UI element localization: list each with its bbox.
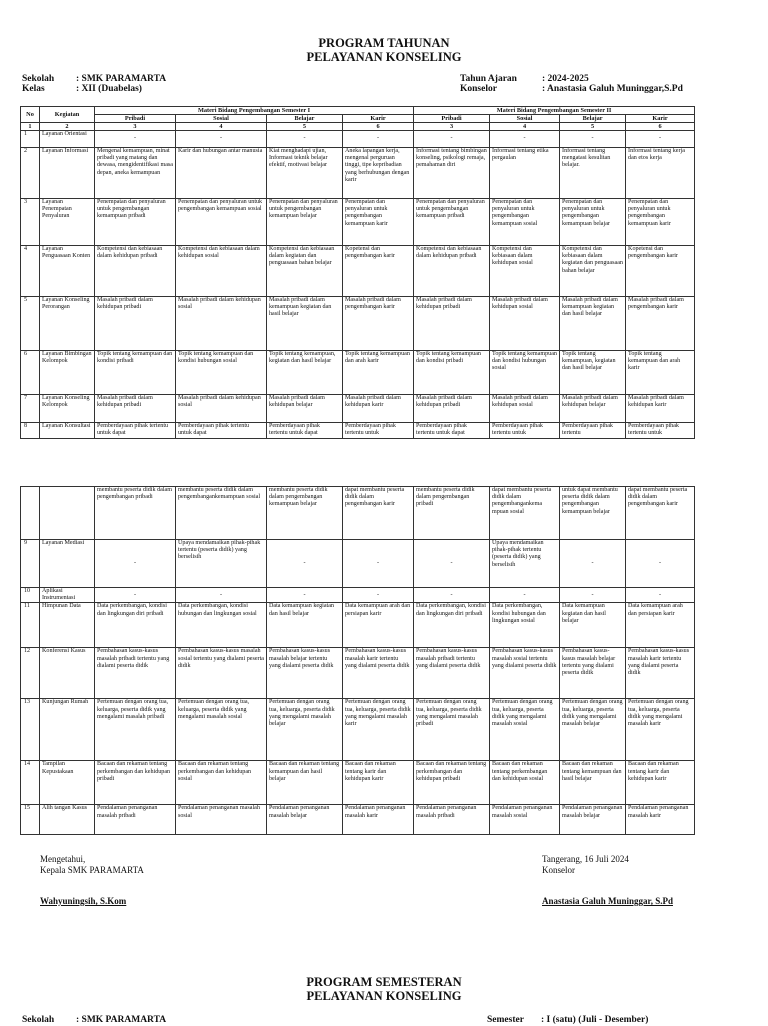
meta-value: : SMK PARAMARTA [76, 1015, 167, 1025]
cell-pribadi: Kompetensi dan kebiasaan dalam kehidupan pribadi [414, 246, 490, 297]
meta-label: Sekolah [22, 74, 55, 84]
cell-pribadi: Data perkembangan, kondisi dan lingkungan diri pribadi [414, 603, 490, 648]
cell-belajar: Kompetensi dan kebiasaan dalam kegiatan dan penguasaan bahan belajar [267, 246, 343, 297]
cell-karir: Topik tentang kemampuan dan arah karir [626, 351, 695, 395]
kegiatan-cell: Layanan Orientasi [40, 131, 95, 148]
row-number: 7 [21, 395, 40, 423]
row-number: 1 [21, 131, 40, 148]
doc-title: PROGRAM TAHUNAN [318, 36, 450, 50]
cell-sosial: Pendalaman penanganan masalah sosial [490, 805, 560, 835]
row-number: 13 [21, 699, 40, 761]
cell-karir: - [626, 588, 695, 603]
cell-karir: Pemberdayaan pihak tertentu untuk [343, 423, 414, 439]
kegiatan-cell: Himpunan Data [40, 603, 95, 648]
cell-belajar: Pembahasan kasus-kasus masalah belajar tertentu yang dialami peserta didik [267, 648, 343, 699]
column-number-row [21, 123, 695, 131]
doc2-title: PROGRAM SEMESTERAN [306, 975, 462, 989]
table-row [21, 761, 695, 805]
cell-belajar: Bacaan dan rekaman tentang kemampuan dan hasil belajar [267, 761, 343, 805]
signature-left-name [40, 896, 126, 907]
cell-pribadi: Masalah pribadi dalam kehidupan pribadi [414, 395, 490, 423]
cell-pribadi: Topik tentang kemampuan dan kondisi pribadi [414, 351, 490, 395]
cell-karir: Informasi tentang kerja dan etos kerja [626, 148, 695, 199]
cell-pribadi: Pembahasan kasus-kasus masalah pribadi tertentu yang dialami peserta didik [414, 648, 490, 699]
kegiatan-cell: Layanan Konseling Kelompok [40, 395, 95, 423]
table-row [21, 603, 695, 648]
meta-value: : SMK PARAMARTA [76, 74, 167, 84]
cell-sosial: Pembahasan kasus-kasus masalah sosial tertentu yang dialami peserta didik [176, 648, 267, 699]
meta-value: : XII (Duabelas) [76, 84, 142, 94]
cell-belajar: Informasi tentang mengatasi kesulitan belajar. [560, 148, 626, 199]
signature-right-line1: Tangerang, 16 Juli 2024 [542, 854, 629, 864]
cell-belajar: Data kemampuan kegiatan dan hasil belajar [267, 603, 343, 648]
row-number: 5 [21, 297, 40, 351]
cell-pribadi: Data perkembangan, kondisi dan lingkungan diri pribadi [95, 603, 176, 648]
counselor-name: Anastasia Galuh Muninggar, S.Pd [542, 896, 673, 906]
table-row [21, 648, 695, 699]
table-row [21, 199, 695, 246]
kegiatan-cell: Layanan Mediasi [40, 540, 95, 588]
kegiatan-cell: Konferensi Kasus [40, 648, 95, 699]
cell-sosial: Pertemuan dengan orang tua, keluarga, peserta didik yang mengalami masalah sosial [490, 699, 560, 761]
kegiatan-cell: Alih tangan Kasus [40, 805, 95, 835]
cell-pribadi: Pertemuan dengan orang tua, keluarga, peserta didik yang mengalami masalah pribadi [95, 699, 176, 761]
signature-left-line1: Mengetahui, [40, 854, 86, 864]
cell-belajar: - [267, 131, 343, 148]
cell-pribadi: Penempatan dan penyaluran untuk pengembangan kemampuan pribadi [95, 199, 176, 246]
meta-label: Sekolah [22, 1015, 55, 1025]
signature-right-line2: Konselor [542, 865, 575, 875]
cell-karir: Penempatan dan penyaluran untuk pengembangan kemampuan karir [343, 199, 414, 246]
kegiatan-cell: Layanan Konseling Perorangan [40, 297, 95, 351]
cell-belajar: Topik tentang kemampuan, kegiatan dan hasil belajar [560, 351, 626, 395]
cell-sosial: Masalah pribadi dalam kehidupan sosial [490, 297, 560, 351]
column-number: 3 [95, 123, 176, 131]
cell-karir: - [343, 131, 414, 148]
column-number: 1 [21, 123, 40, 131]
cell-sosial: Penempatan dan penyaluran untuk pengembangan kemampuan sosial [490, 199, 560, 246]
table-row [21, 297, 695, 351]
row-number: 6 [21, 351, 40, 395]
cell-karir: Kopetensi dan pengembangan karir [626, 246, 695, 297]
cell-karir: Aneka lapangan kerja, mengenal perguruan tinggi, tipe kepribadian yang berhubungan dengan karir [343, 148, 414, 199]
table-row [21, 148, 695, 199]
cell-belajar: Topik tentang kemampuan, kegiatan dan hasil belajar [267, 351, 343, 395]
cell-sosial: Penempatan dan penyaluran untuk pengembangan kemampuan sosial [176, 199, 267, 246]
row-number: 12 [21, 648, 40, 699]
table-row [21, 588, 695, 603]
cell-pribadi: Pembahasan kasus-kasus masalah pribadi tertentu yang dialami peserta didik [95, 648, 176, 699]
cell-karir: - [343, 588, 414, 603]
cell-karir: - [626, 131, 695, 148]
kegiatan-cell: Layanan Informasi [40, 148, 95, 199]
cell-belajar: Pendalaman penanganan masalah belajar [267, 805, 343, 835]
row-number: 15 [21, 805, 40, 835]
cell-karir: Pembahasan kasus-kasus masalah karir tertentu yang dialami peserta didik [343, 648, 414, 699]
cell-sosial: dapat membantu peserta didik dalam pengembangankema mpuan sosial [490, 487, 560, 540]
doc2-meta-sekolah [22, 1015, 166, 1026]
cell-sosial: membantu peserta didik dalam pengembangankemampuan sosial [176, 487, 267, 540]
cell-belajar: Masalah pribadi dalam kehidupan belajar [267, 395, 343, 423]
signature-left [40, 854, 144, 876]
row-number: 11 [21, 603, 40, 648]
header-pribadi: Pribadi [95, 115, 176, 123]
cell-karir: Pertemuan dengan orang tua, keluarga, peserta didik yang mengalami masalah karir [626, 699, 695, 761]
cell-sosial: Masalah pribadi dalam kehidupan sosial [176, 297, 267, 351]
program-table-1 [20, 106, 695, 439]
meta-konselor [460, 84, 683, 95]
cell-sosial: Pendalaman penanganan masalah sosial [176, 805, 267, 835]
cell-sosial: Bacaan dan rekaman tentang perkembangan dan kehidupan sosial [176, 761, 267, 805]
table-row [21, 246, 695, 297]
row-number: 3 [21, 199, 40, 246]
cell-sosial: - [176, 588, 267, 603]
cell-pribadi: Masalah pribadi dalam kehidupan pribadi [95, 395, 176, 423]
table-row [21, 487, 695, 540]
header-sosial: Sosial [176, 115, 267, 123]
cell-karir: Pendalaman penanganan masalah karir [626, 805, 695, 835]
cell-belajar: Pendalaman penanganan masalah belajar [560, 805, 626, 835]
meta-label: Konselor [460, 84, 497, 94]
meta-kelas [22, 84, 142, 95]
cell-karir: Pendalaman penanganan masalah karir [343, 805, 414, 835]
cell-sosial: Kompetensi dan kebiasaan dalam kehidupan sosial [176, 246, 267, 297]
kegiatan-cell: Layanan Konsultasi [40, 423, 95, 439]
header-sosial: Sosial [490, 115, 560, 123]
cell-belajar: Pertemuan dengan orang tua, keluarga, peserta didik yang mengalami masalah belajar [560, 699, 626, 761]
cell-karir: Pertemuan dengan orang tua, keluarga, peserta didik yang mengalami masalah karir [343, 699, 414, 761]
table-row [21, 540, 695, 588]
cell-karir: Masalah pribadi dalam kehidupan karir [626, 395, 695, 423]
row-number: 2 [21, 148, 40, 199]
cell-belajar: Kompetensi dan kebiasaan dalam kegiatan dan penguasaan bahan belajar [560, 246, 626, 297]
row-number: 4 [21, 246, 40, 297]
header-belajar: Belajar [267, 115, 343, 123]
cell-karir: Kopetensi dan pengembangan karir [343, 246, 414, 297]
doc2-meta-semester [487, 1015, 648, 1026]
kegiatan-cell: Kunjungan Rumah [40, 699, 95, 761]
cell-sosial: - [176, 131, 267, 148]
cell-belajar: - [267, 588, 343, 603]
cell-sosial: Bacaan dan rekaman tentang perkembangan dan kehidupan sosial [490, 761, 560, 805]
cell-sosial: Pemberdayaan pihak tertentu untuk dapat [176, 423, 267, 439]
cell-sosial: Pembahasan kasus-kasus masalah sosial tertentu yang dialami peserta didik [490, 648, 560, 699]
cell-pribadi: Bacaan dan rekaman tentang perkembangan dan kehidupan pribadi [95, 761, 176, 805]
meta-label: Kelas [22, 84, 45, 94]
header-no: No [21, 107, 40, 123]
cell-sosial: Topik tentang kemampuan dan kondisi hubungan sosial [176, 351, 267, 395]
header-karir: Karir [343, 115, 414, 123]
cell-pribadi: - [414, 588, 490, 603]
cell-pribadi: Masalah pribadi dalam kehidupan pribadi [414, 297, 490, 351]
cell-karir: Penempatan dan penyaluran untuk pengembangan kemampuan karir [626, 199, 695, 246]
header-belajar: Belajar [560, 115, 626, 123]
cell-karir: Masalah pribadi dalam pengembangan karir [626, 297, 695, 351]
kegiatan-cell: Layanan Penguasaan Konten [40, 246, 95, 297]
column-number: 2 [40, 123, 95, 131]
header-kegiatan: Kegiatan [40, 107, 95, 123]
kegiatan-cell: Layanan Bimbingan Kelompok [40, 351, 95, 395]
cell-karir: Masalah pribadi dalam pengembangan karir [343, 297, 414, 351]
meta-label: Tahun Ajaran [460, 74, 517, 84]
cell-karir: Masalah pribadi dalam kehidupan karir [343, 395, 414, 423]
header-pribadi: Pribadi [414, 115, 490, 123]
cell-belajar: Penempatan dan penyaluran untuk pengembangan kemampuan belajar [560, 199, 626, 246]
cell-belajar: Masalah pribadi dalam kemampuan kegiatan dan hasil belajar [267, 297, 343, 351]
cell-belajar: Masalah pribadi dalam kehidupan belajar [560, 395, 626, 423]
row-number: 8 [21, 423, 40, 439]
cell-belajar: untuk dapat membantu peserta didik dalam pengembangan kemampuan belajar [560, 487, 626, 540]
meta-value: : Anastasia Galuh Muninggar,S.Pd [542, 84, 683, 94]
cell-sosial: Upaya mendamaikan pihak-pihak tertentu (peserta didik) yang berselisih [490, 540, 560, 588]
cell-belajar: - [267, 540, 343, 588]
cell-belajar: Data kemampuan kegiatan dan hasil belajar [560, 603, 626, 648]
cell-belajar: Pemberdayaan pihak tertentu [560, 423, 626, 439]
cell-sosial: Data perkembangan, kondisi hubungan dan lingkungan sosial [490, 603, 560, 648]
row-number: 9 [21, 540, 40, 588]
cell-belajar: - [560, 588, 626, 603]
kegiatan-cell: Layanan Penempatan Penyaluran [40, 199, 95, 246]
column-number: 5 [267, 123, 343, 131]
table-row [21, 423, 695, 439]
column-number: 4 [176, 123, 267, 131]
cell-sosial: - [490, 131, 560, 148]
cell-belajar: Pertemuan dengan orang tua, keluarga, peserta didik yang mengalami masalah belajar [267, 699, 343, 761]
program-table-2 [20, 486, 695, 835]
cell-pribadi: - [414, 540, 490, 588]
cell-pribadi: - [95, 540, 176, 588]
header-karir: Karir [626, 115, 695, 123]
signature-left-line2: Kepala SMK PARAMARTA [40, 865, 144, 875]
cell-sosial: Masalah pribadi dalam kehidupan sosial [176, 395, 267, 423]
cell-karir: - [626, 540, 695, 588]
row-number: 14 [21, 761, 40, 805]
table-row [21, 395, 695, 423]
header-semester-2: Materi Bidang Pengembangan Semester II [414, 107, 695, 115]
column-number: 6 [626, 123, 695, 131]
cell-karir: Data kemampuan arah dan persiapan karir [343, 603, 414, 648]
cell-pribadi: Masalah pribadi dalam kehidupan pribadi [95, 297, 176, 351]
cell-pribadi: Mengenal kemampuan, minat pribadi yang matang dan dewasa, mengidentifikasi masa depan, aneka kemampuan [95, 148, 176, 199]
cell-pribadi: Bacaan dan rekaman tentang perkembangan dan kehidupan pribadi [414, 761, 490, 805]
header-semester-1: Materi Bidang Pengembangan Semester I [95, 107, 414, 115]
cell-pribadi: Pemberdayaan pihak tertentu untuk dapat [414, 423, 490, 439]
table-row [21, 699, 695, 761]
doc2-subtitle: PELAYANAN KONSELING [306, 989, 462, 1003]
cell-belajar: Pembahasan kasus-kasus masalah belajar tertentu yang dialami peserta didik [560, 648, 626, 699]
cell-pribadi: Kompetensi dan kebiasaan dalam kehidupan pribadi [95, 246, 176, 297]
cell-sosial: Data perkembangan, kondisi hubungan dan lingkungan sosial [176, 603, 267, 648]
cell-sosial: - [490, 588, 560, 603]
cell-pribadi: membantu peserta didik dalam pengembangan pribadi [95, 487, 176, 540]
cell-pribadi: Pendalaman penanganan masalah pribadi [95, 805, 176, 835]
cell-karir: dapat membantu peserta didik dalam pengembangan karir [626, 487, 695, 540]
cell-pribadi: - [95, 588, 176, 603]
cell-karir: Bacaan dan rekaman tentang karir dan kehidupan karir [626, 761, 695, 805]
headmaster-name: Wahyuningsih, S.Kom [40, 896, 127, 906]
cell-karir: dapat membantu peserta didik dalam pengembangan karir [343, 487, 414, 540]
cell-sosial: Topik tentang kemampuan dan kondisi hubungan sosial [490, 351, 560, 395]
cell-belajar: - [560, 540, 626, 588]
meta-value: : I (satu) (Juli - Desember) [541, 1015, 649, 1025]
cell-pribadi: Pertemuan dengan orang tua, keluarga, peserta didik yang mengalami masalah pribadi [414, 699, 490, 761]
cell-sosial: Masalah pribadi dalam kehidupan sosial [490, 395, 560, 423]
column-number: 4 [490, 123, 560, 131]
cell-sosial: Karir dan hubungan antar manusia [176, 148, 267, 199]
doc-subtitle: PELAYANAN KONSELING [306, 50, 462, 64]
cell-pribadi: membantu peserta didik dalam pengembangan pribadi [414, 487, 490, 540]
column-number: 6 [343, 123, 414, 131]
cell-karir: Pembahasan kasus-kasus masalah karir tertentu yang dialami peserta didik [626, 648, 695, 699]
row-number: 10 [21, 588, 40, 603]
cell-pribadi: Topik tentang kemampuan dan kondisi pribadi [95, 351, 176, 395]
cell-karir: Topik tentang kemampuan dan arah karir [343, 351, 414, 395]
column-number: 5 [560, 123, 626, 131]
column-number: 3 [414, 123, 490, 131]
row-number [21, 487, 40, 540]
kegiatan-cell [40, 487, 95, 540]
cell-belajar: Bacaan dan rekaman tentang kemampuan dan hasil belajar [560, 761, 626, 805]
kegiatan-cell: Aplikasi Instrumentasi [40, 588, 95, 603]
meta-label: Semester [487, 1015, 524, 1025]
cell-belajar: Penempatan dan penyaluran untuk pengembangan kemampuan belajar [267, 199, 343, 246]
signature-right [542, 854, 629, 876]
table-row [21, 351, 695, 395]
cell-pribadi: Pemberdayaan pihak tertentu untuk dapat [95, 423, 176, 439]
cell-sosial: Pemberdayaan pihak tertentu untuk [490, 423, 560, 439]
signature-right-name [542, 896, 673, 907]
cell-belajar: Pemberdayaan pihak tertentu untuk dapat [267, 423, 343, 439]
cell-pribadi: Penempatan dan penyaluran untuk pengembangan kemampuan pribadi [414, 199, 490, 246]
cell-pribadi: - [414, 131, 490, 148]
cell-sosial: Upaya mendamaikan pihak-pihak tertentu (peserta didik) yang berselisih [176, 540, 267, 588]
cell-belajar: Kiat menghadapi ujian, Informasi teknik belajar efektif, motivasi belajar [267, 148, 343, 199]
cell-belajar: - [560, 131, 626, 148]
meta-value: : 2024-2025 [542, 74, 589, 84]
cell-pribadi: - [95, 131, 176, 148]
cell-karir: - [343, 540, 414, 588]
cell-sosial: Pertemuan dengan orang tua, keluarga, peserta didik yang mengalami masalah sosial [176, 699, 267, 761]
cell-karir: Data kemampuan arah dan persiapan karir [626, 603, 695, 648]
kegiatan-cell: Tampilan Kepustakaan [40, 761, 95, 805]
table-row [21, 805, 695, 835]
cell-belajar: Masalah pribadi dalam kemampuan kegiatan dan hasil belajar [560, 297, 626, 351]
cell-sosial: Informasi tentang etika pergaulan [490, 148, 560, 199]
cell-pribadi: Pendalaman penanganan masalah pribadi [414, 805, 490, 835]
cell-sosial: Kompetensi dan kebiasaan dalam kehidupan sosial [490, 246, 560, 297]
cell-pribadi: Informasi tentang bimbingan konseling, psikologi remaja, pemahaman diri [414, 148, 490, 199]
cell-belajar: membantu peserta didik dalam pengembangan kemampuan belajar [267, 487, 343, 540]
cell-karir: Bacaan dan rekaman tentang karir dan kehidupan karir [343, 761, 414, 805]
table-row [21, 131, 695, 148]
cell-karir: Pemberdayaan pihak tertentu untuk [626, 423, 695, 439]
